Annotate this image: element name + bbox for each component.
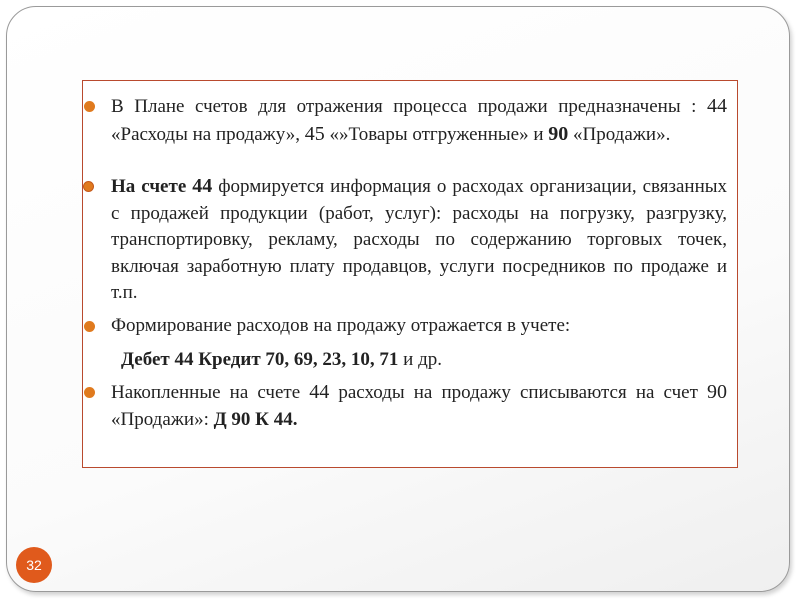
bullet-item-expense-formation <box>111 313 727 340</box>
bullet-dot-icon <box>84 321 95 332</box>
text-run: «»Товары отгруженные» и <box>324 123 549 145</box>
text-run: «Продажи». <box>568 123 671 145</box>
text-run: 44 <box>309 381 330 403</box>
text-run: 45 <box>304 122 325 145</box>
text-run: 44 <box>192 175 213 197</box>
text-run: 90 <box>548 122 569 145</box>
text-run: На счете <box>111 176 193 197</box>
posting-formula-accounts: Дебет 44 Кредит 70, 69, 23, 10, 71 <box>121 349 399 370</box>
text-run: «Расходы на продажу», <box>111 123 305 145</box>
posting-formula <box>121 347 442 373</box>
bullet-dot-icon <box>84 387 95 398</box>
text-run: Формирование расходов на продажу отражается в учете: <box>111 315 571 336</box>
text-run: «Продажи»: <box>111 408 214 430</box>
text-run: Д 90 К 44. <box>213 408 298 430</box>
text-run: 44 <box>707 95 727 117</box>
text-run: формируется информация о расходах организации, связанных с продажей продукции (работ, услуг): расходы на погрузку, разгрузку, транспортировку, рекламу, расходы по содержанию торговых точек, включая заработную плату продавцов, услуги посредников по продаже и т.п. <box>111 176 727 303</box>
content-box <box>82 80 738 468</box>
posting-formula-suffix: и др. <box>398 349 443 370</box>
page-number-badge: 32 <box>16 547 52 583</box>
text-run: 90 <box>707 381 727 403</box>
text-run: Накопленные на счете <box>111 382 310 403</box>
bullet-item-accounts <box>111 93 727 148</box>
text-run: расходы на продажу списываются на счет <box>329 382 707 403</box>
text-run: В Плане счетов для отражения процесса продажи предназначены : <box>111 96 707 117</box>
bullet-item-account-44 <box>111 173 727 307</box>
bullet-item-write-off <box>111 379 727 433</box>
bullet-dot-icon <box>83 181 94 192</box>
bullet-dot-icon <box>84 101 95 112</box>
